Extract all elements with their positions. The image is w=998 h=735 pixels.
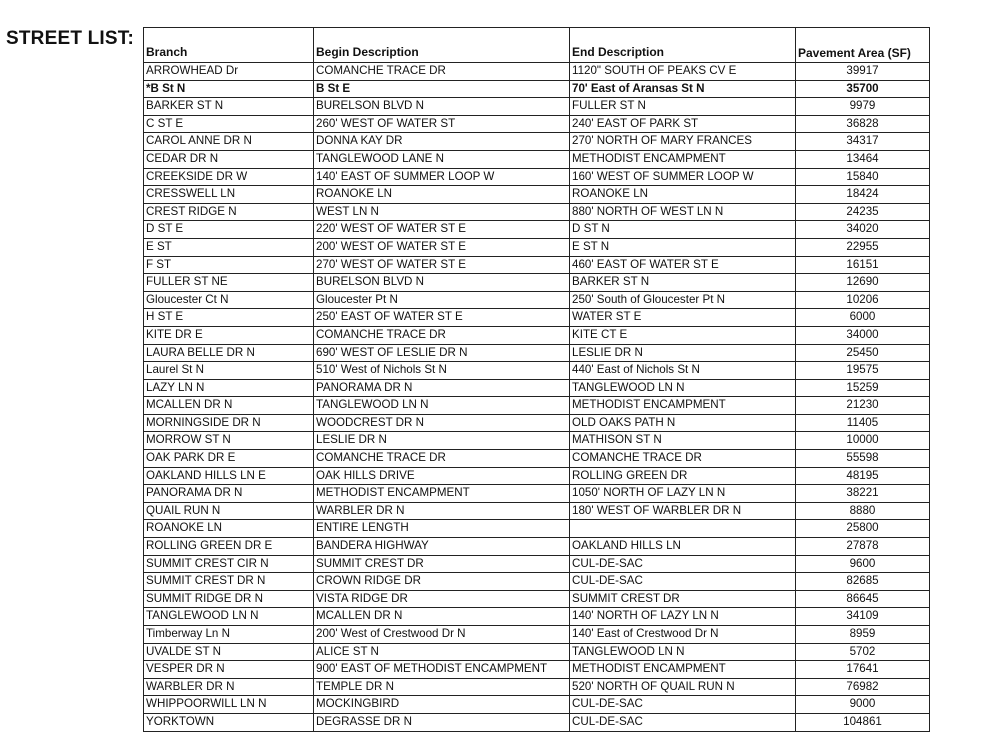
cell-end-description: 70' East of Aransas St N <box>570 80 796 98</box>
table-row <box>144 133 930 151</box>
table-row <box>144 203 930 221</box>
cell-begin-description: LESLIE DR N <box>314 432 570 450</box>
cell-begin-description: BANDERA HIGHWAY <box>314 538 570 556</box>
cell-end-description: 160' WEST OF SUMMER LOOP W <box>570 168 796 186</box>
cell-branch: LAZY LN N <box>144 379 314 397</box>
cell-end-description: METHODIST ENCAMPMENT <box>570 661 796 679</box>
cell-begin-description: WOODCREST DR N <box>314 414 570 432</box>
cell-branch: F ST <box>144 256 314 274</box>
cell-branch: C ST E <box>144 115 314 133</box>
cell-pavement-area: 36828 <box>796 115 930 133</box>
cell-end-description: 140' NORTH OF LAZY LN N <box>570 608 796 626</box>
cell-branch: MORROW ST N <box>144 432 314 450</box>
cell-end-description: FULLER ST N <box>570 98 796 116</box>
cell-end-description: CUL-DE-SAC <box>570 696 796 714</box>
cell-pavement-area: 34317 <box>796 133 930 151</box>
cell-branch: *B St N <box>144 80 314 98</box>
header-branch: Branch <box>144 28 314 63</box>
table-row <box>144 150 930 168</box>
cell-pavement-area: 10000 <box>796 432 930 450</box>
cell-pavement-area: 22955 <box>796 238 930 256</box>
table-row <box>144 168 930 186</box>
cell-begin-description: 200' West of Crestwood Dr N <box>314 626 570 644</box>
cell-end-description: BARKER ST N <box>570 274 796 292</box>
cell-branch: Gloucester Ct N <box>144 291 314 309</box>
cell-pavement-area: 8959 <box>796 626 930 644</box>
header-end-description: End Description <box>570 28 796 63</box>
cell-begin-description: COMANCHE TRACE DR <box>314 63 570 81</box>
cell-pavement-area: 9000 <box>796 696 930 714</box>
cell-begin-description: 250' EAST OF WATER ST E <box>314 309 570 327</box>
cell-branch: SUMMIT CREST DR N <box>144 573 314 591</box>
cell-end-description: CUL-DE-SAC <box>570 555 796 573</box>
cell-branch: KITE DR E <box>144 326 314 344</box>
cell-end-description: CUL-DE-SAC <box>570 573 796 591</box>
cell-end-description: 270' NORTH OF MARY FRANCES <box>570 133 796 151</box>
cell-branch: BARKER ST N <box>144 98 314 116</box>
cell-branch: Laurel St N <box>144 362 314 380</box>
table-row <box>144 238 930 256</box>
table-row <box>144 502 930 520</box>
cell-pavement-area: 34000 <box>796 326 930 344</box>
table-row <box>144 344 930 362</box>
cell-pavement-area: 34020 <box>796 221 930 239</box>
cell-begin-description: OAK HILLS DRIVE <box>314 467 570 485</box>
cell-branch: ROLLING GREEN DR E <box>144 538 314 556</box>
cell-pavement-area: 24235 <box>796 203 930 221</box>
cell-branch: VESPER DR N <box>144 661 314 679</box>
cell-begin-description: ENTIRE LENGTH <box>314 520 570 538</box>
cell-begin-description: COMANCHE TRACE DR <box>314 450 570 468</box>
table-row <box>144 467 930 485</box>
table-row <box>144 115 930 133</box>
cell-begin-description: CROWN RIDGE DR <box>314 573 570 591</box>
cell-end-description: TANGLEWOOD LN N <box>570 379 796 397</box>
cell-pavement-area: 34109 <box>796 608 930 626</box>
table-row <box>144 590 930 608</box>
cell-end-description: 440' East of Nichols St N <box>570 362 796 380</box>
cell-pavement-area: 86645 <box>796 590 930 608</box>
cell-begin-description: BURELSON BLVD N <box>314 274 570 292</box>
cell-begin-description: COMANCHE TRACE DR <box>314 326 570 344</box>
cell-pavement-area: 39917 <box>796 63 930 81</box>
cell-branch: YORKTOWN <box>144 713 314 731</box>
cell-begin-description: 200' WEST OF WATER ST E <box>314 238 570 256</box>
cell-pavement-area: 10206 <box>796 291 930 309</box>
cell-end-description: KITE CT E <box>570 326 796 344</box>
cell-begin-description: DONNA KAY DR <box>314 133 570 151</box>
cell-pavement-area: 82685 <box>796 573 930 591</box>
cell-pavement-area: 15840 <box>796 168 930 186</box>
cell-begin-description: MCALLEN DR N <box>314 608 570 626</box>
cell-pavement-area: 8880 <box>796 502 930 520</box>
cell-pavement-area: 48195 <box>796 467 930 485</box>
cell-end-description: 240' EAST OF PARK ST <box>570 115 796 133</box>
cell-begin-description: SUMMIT CREST DR <box>314 555 570 573</box>
cell-branch: PANORAMA DR N <box>144 485 314 503</box>
cell-end-description: TANGLEWOOD LN N <box>570 643 796 661</box>
table-row <box>144 573 930 591</box>
cell-begin-description: MOCKINGBIRD <box>314 696 570 714</box>
table-row <box>144 186 930 204</box>
cell-branch: CREEKSIDE DR W <box>144 168 314 186</box>
table-row <box>144 643 930 661</box>
cell-begin-description: TEMPLE DR N <box>314 678 570 696</box>
table-row <box>144 678 930 696</box>
table-row <box>144 221 930 239</box>
table-row <box>144 274 930 292</box>
cell-pavement-area: 11405 <box>796 414 930 432</box>
cell-begin-description: WARBLER DR N <box>314 502 570 520</box>
cell-pavement-area: 18424 <box>796 186 930 204</box>
header-begin-description: Begin Description <box>314 28 570 63</box>
table-row <box>144 538 930 556</box>
cell-begin-description: BURELSON BLVD N <box>314 98 570 116</box>
cell-end-description: ROANOKE LN <box>570 186 796 204</box>
table-row <box>144 661 930 679</box>
cell-pavement-area: 9979 <box>796 98 930 116</box>
cell-end-description: OAKLAND HILLS LN <box>570 538 796 556</box>
cell-begin-description: METHODIST ENCAMPMENT <box>314 485 570 503</box>
cell-branch: OAKLAND HILLS LN E <box>144 467 314 485</box>
table-row <box>144 256 930 274</box>
table-row <box>144 626 930 644</box>
cell-branch: CEDAR DR N <box>144 150 314 168</box>
cell-branch: LAURA BELLE DR N <box>144 344 314 362</box>
cell-pavement-area: 38221 <box>796 485 930 503</box>
cell-end-description: WATER ST E <box>570 309 796 327</box>
cell-pavement-area: 6000 <box>796 309 930 327</box>
table-row <box>144 98 930 116</box>
cell-begin-description: TANGLEWOOD LANE N <box>314 150 570 168</box>
cell-end-description: 460' EAST OF WATER ST E <box>570 256 796 274</box>
cell-end-description: METHODIST ENCAMPMENT <box>570 397 796 415</box>
cell-pavement-area: 16151 <box>796 256 930 274</box>
cell-pavement-area: 25450 <box>796 344 930 362</box>
cell-begin-description: ROANOKE LN <box>314 186 570 204</box>
cell-begin-description: WEST LN N <box>314 203 570 221</box>
cell-branch: WARBLER DR N <box>144 678 314 696</box>
cell-end-description: D ST N <box>570 221 796 239</box>
table-header-row <box>144 28 930 63</box>
cell-begin-description: VISTA RIDGE DR <box>314 590 570 608</box>
cell-end-description: 180' WEST OF WARBLER DR N <box>570 502 796 520</box>
table-row <box>144 379 930 397</box>
cell-begin-description: 260' WEST OF WATER ST <box>314 115 570 133</box>
cell-branch: OAK PARK DR E <box>144 450 314 468</box>
cell-pavement-area: 13464 <box>796 150 930 168</box>
table-row <box>144 414 930 432</box>
cell-begin-description: ALICE ST N <box>314 643 570 661</box>
cell-branch: ARROWHEAD Dr <box>144 63 314 81</box>
cell-end-description: COMANCHE TRACE DR <box>570 450 796 468</box>
cell-end-description: CUL-DE-SAC <box>570 713 796 731</box>
cell-end-description: 880' NORTH OF WEST LN N <box>570 203 796 221</box>
cell-branch: SUMMIT RIDGE DR N <box>144 590 314 608</box>
table-row <box>144 450 930 468</box>
cell-branch: MCALLEN DR N <box>144 397 314 415</box>
cell-end-description: ROLLING GREEN DR <box>570 467 796 485</box>
cell-branch: WHIPPOORWILL LN N <box>144 696 314 714</box>
cell-begin-description: 900' EAST OF METHODIST ENCAMPMENT <box>314 661 570 679</box>
cell-branch: QUAIL RUN N <box>144 502 314 520</box>
cell-end-description <box>570 520 796 538</box>
cell-begin-description: 270' WEST OF WATER ST E <box>314 256 570 274</box>
cell-pavement-area: 17641 <box>796 661 930 679</box>
table-row <box>144 485 930 503</box>
cell-branch: CAROL ANNE DR N <box>144 133 314 151</box>
cell-begin-description: TANGLEWOOD LN N <box>314 397 570 415</box>
cell-pavement-area: 12690 <box>796 274 930 292</box>
cell-begin-description: 510' West of Nichols St N <box>314 362 570 380</box>
table-row <box>144 326 930 344</box>
cell-pavement-area: 55598 <box>796 450 930 468</box>
cell-branch: UVALDE ST N <box>144 643 314 661</box>
table-row <box>144 291 930 309</box>
cell-branch: FULLER ST NE <box>144 274 314 292</box>
cell-begin-description: 140' EAST OF SUMMER LOOP W <box>314 168 570 186</box>
table-row <box>144 432 930 450</box>
cell-begin-description: DEGRASSE DR N <box>314 713 570 731</box>
cell-end-description: LESLIE DR N <box>570 344 796 362</box>
cell-branch: E ST <box>144 238 314 256</box>
table-row <box>144 362 930 380</box>
table-row <box>144 63 930 81</box>
street-table <box>143 27 930 732</box>
cell-end-description: OLD OAKS PATH N <box>570 414 796 432</box>
cell-branch: D ST E <box>144 221 314 239</box>
cell-pavement-area: 5702 <box>796 643 930 661</box>
cell-end-description: MATHISON ST N <box>570 432 796 450</box>
cell-pavement-area: 9600 <box>796 555 930 573</box>
table-row <box>144 80 930 98</box>
cell-end-description: 520' NORTH OF QUAIL RUN N <box>570 678 796 696</box>
cell-branch: TANGLEWOOD LN N <box>144 608 314 626</box>
page-title: STREET LIST: <box>6 28 135 49</box>
cell-pavement-area: 25800 <box>796 520 930 538</box>
cell-pavement-area: 35700 <box>796 80 930 98</box>
cell-begin-description: B St E <box>314 80 570 98</box>
cell-end-description: 250' South of Gloucester Pt N <box>570 291 796 309</box>
table-row <box>144 520 930 538</box>
header-pavement-area: Pavement Area (SF) <box>796 28 930 63</box>
table-row <box>144 397 930 415</box>
cell-end-description: E ST N <box>570 238 796 256</box>
cell-end-description: SUMMIT CREST DR <box>570 590 796 608</box>
cell-branch: CRESSWELL LN <box>144 186 314 204</box>
cell-end-description: 1050' NORTH OF LAZY LN N <box>570 485 796 503</box>
cell-begin-description: 220' WEST OF WATER ST E <box>314 221 570 239</box>
table-row <box>144 696 930 714</box>
cell-end-description: METHODIST ENCAMPMENT <box>570 150 796 168</box>
cell-begin-description: Gloucester Pt N <box>314 291 570 309</box>
table-row <box>144 608 930 626</box>
cell-pavement-area: 19575 <box>796 362 930 380</box>
cell-pavement-area: 21230 <box>796 397 930 415</box>
cell-branch: SUMMIT CREST CIR N <box>144 555 314 573</box>
cell-branch: Timberway Ln N <box>144 626 314 644</box>
cell-branch: H ST E <box>144 309 314 327</box>
table-row <box>144 555 930 573</box>
table-row <box>144 309 930 327</box>
cell-branch: CREST RIDGE N <box>144 203 314 221</box>
cell-begin-description: 690' WEST OF LESLIE DR N <box>314 344 570 362</box>
cell-pavement-area: 76982 <box>796 678 930 696</box>
cell-end-description: 1120" SOUTH OF PEAKS CV E <box>570 63 796 81</box>
cell-branch: MORNINGSIDE DR N <box>144 414 314 432</box>
cell-pavement-area: 104861 <box>796 713 930 731</box>
cell-pavement-area: 27878 <box>796 538 930 556</box>
cell-pavement-area: 15259 <box>796 379 930 397</box>
cell-end-description: 140' East of Crestwood Dr N <box>570 626 796 644</box>
cell-begin-description: PANORAMA DR N <box>314 379 570 397</box>
cell-branch: ROANOKE LN <box>144 520 314 538</box>
table-row <box>144 713 930 731</box>
